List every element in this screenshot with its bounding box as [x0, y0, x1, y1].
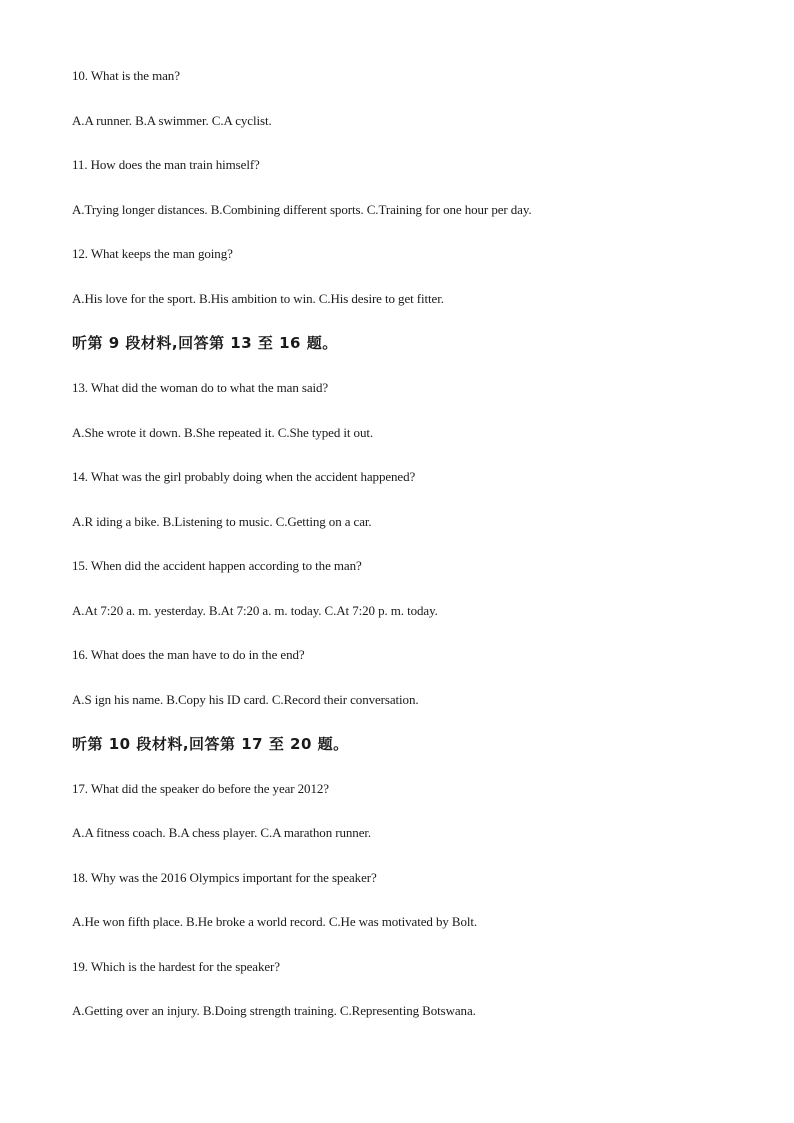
section-heading-9: 听第 9 段材料,回答第 13 至 16 题。: [72, 334, 338, 352]
options-16: A.S ign his name. B.Copy his ID card. C.Record their conversation.: [72, 692, 419, 707]
question-12: 12. What keeps the man going?: [72, 246, 233, 261]
question-11: 11. How does the man train himself?: [72, 157, 260, 172]
options-11: A.Trying longer distances. B.Combining different sports. C.Training for one hour per day.: [72, 202, 532, 217]
options-19: A.Getting over an injury. B.Doing strength training. C.Representing Botswana.: [72, 1003, 476, 1018]
options-15: A.At 7:20 a. m. yesterday. B.At 7:20 a. m. today. C.At 7:20 p. m. today.: [72, 603, 438, 618]
question-18: 18. Why was the 2016 Olympics important for the speaker?: [72, 870, 377, 885]
question-10: 10. What is the man?: [72, 68, 180, 83]
question-19: 19. Which is the hardest for the speaker?: [72, 959, 280, 974]
options-10: A.A runner. B.A swimmer. C.A cyclist.: [72, 113, 272, 128]
question-15: 15. When did the accident happen according to the man?: [72, 558, 362, 573]
options-17: A.A fitness coach. B.A chess player. C.A marathon runner.: [72, 825, 372, 840]
question-17: 17. What did the speaker do before the year 2012?: [72, 781, 329, 796]
section-heading-10: 听第 10 段材料,回答第 17 至 20 题。: [72, 735, 349, 753]
question-13: 13. What did the woman do to what the man said?: [72, 380, 329, 395]
question-16: 16. What does the man have to do in the end?: [72, 647, 305, 662]
options-14: A.R iding a bike. B.Listening to music. C.Getting on a car.: [72, 514, 372, 529]
options-18: A.He won fifth place. B.He broke a world record. C.He was motivated by Bolt.: [72, 914, 478, 929]
question-14: 14. What was the girl probably doing when the accident happened?: [72, 469, 416, 484]
options-12: A.His love for the sport. B.His ambition to win. C.His desire to get fitter.: [72, 291, 444, 306]
options-13: A.She wrote it down. B.She repeated it. C.She typed it out.: [72, 425, 374, 440]
